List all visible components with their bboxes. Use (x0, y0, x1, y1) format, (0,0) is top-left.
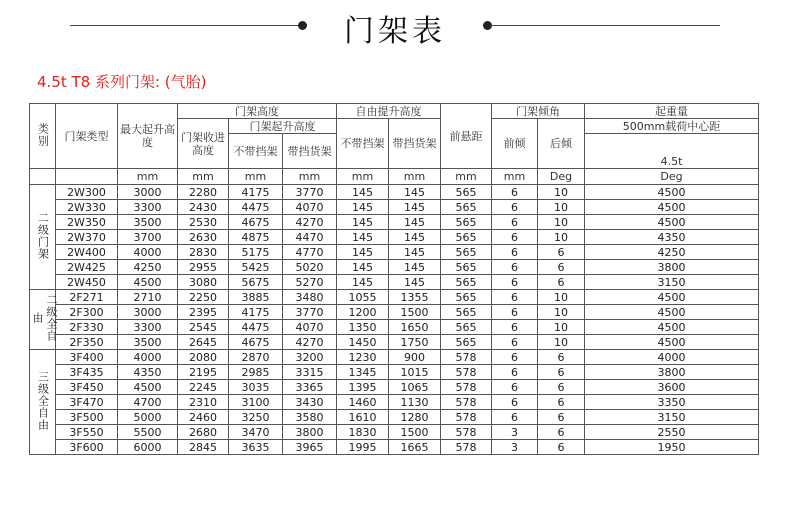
value-cell: 6 (492, 410, 538, 425)
value-cell: 1750 (389, 335, 441, 350)
value-cell: 3500 (118, 215, 178, 230)
value-cell: 3885 (229, 290, 283, 305)
value-cell: 2550 (585, 425, 759, 440)
value-cell: 145 (389, 260, 441, 275)
category-cell: 二级全自由 (30, 290, 56, 350)
value-cell: 4470 (283, 230, 337, 245)
value-cell: 3250 (229, 410, 283, 425)
table-body (30, 185, 759, 455)
value-cell: 4000 (118, 350, 178, 365)
value-cell: 2645 (178, 335, 229, 350)
value-cell: 1995 (337, 440, 389, 455)
value-cell: 2250 (178, 290, 229, 305)
header-free-without-backrest: 不带挡架 (337, 119, 389, 169)
mast-type-cell: 3F600 (56, 440, 118, 455)
mast-type-cell: 3F550 (56, 425, 118, 440)
value-cell: 145 (389, 200, 441, 215)
value-cell: 3580 (283, 410, 337, 425)
value-cell: 578 (441, 425, 492, 440)
value-cell: 10 (538, 320, 585, 335)
value-cell: 2530 (178, 215, 229, 230)
title-divider-right (490, 25, 720, 26)
unit-cell: Deg (538, 169, 585, 185)
mast-type-cell: 2W450 (56, 275, 118, 290)
unit-cell: mm (441, 169, 492, 185)
value-cell: 5020 (283, 260, 337, 275)
value-cell: 2460 (178, 410, 229, 425)
value-cell: 565 (441, 290, 492, 305)
value-cell: 6 (492, 275, 538, 290)
value-cell: 3300 (118, 320, 178, 335)
mast-spec-table (29, 103, 759, 455)
unit-cell: mm (229, 169, 283, 185)
header-category: 类别 (30, 104, 56, 169)
value-cell: 4500 (585, 290, 759, 305)
value-cell: 6 (538, 395, 585, 410)
value-cell: 1015 (389, 365, 441, 380)
table-row (30, 305, 759, 320)
table-row (30, 350, 759, 365)
table-row (30, 365, 759, 380)
table-row (30, 245, 759, 260)
table-row (30, 320, 759, 335)
value-cell: 6 (492, 290, 538, 305)
value-cell: 10 (538, 305, 585, 320)
value-cell: 4675 (229, 215, 283, 230)
value-cell: 4175 (229, 185, 283, 200)
value-cell: 3315 (283, 365, 337, 380)
unit-cell-blank (30, 169, 56, 185)
value-cell: 3965 (283, 440, 337, 455)
value-cell: 3 (492, 440, 538, 455)
value-cell: 1280 (389, 410, 441, 425)
value-cell: 3600 (585, 380, 759, 395)
value-cell: 1130 (389, 395, 441, 410)
header-without-backrest: 不带挡架 (229, 134, 283, 169)
mast-type-cell: 3F470 (56, 395, 118, 410)
value-cell: 4070 (283, 320, 337, 335)
header-front-overhang: 前悬距 (441, 104, 492, 169)
header-with-backrest: 带挡货架 (283, 134, 337, 169)
value-cell: 6 (492, 185, 538, 200)
value-cell: 4675 (229, 335, 283, 350)
value-cell: 6 (492, 335, 538, 350)
value-cell: 3300 (118, 200, 178, 215)
mast-type-cell: 2W350 (56, 215, 118, 230)
value-cell: 4475 (229, 200, 283, 215)
header-mast-height: 门架高度 (178, 104, 337, 119)
header-collapsed-height: 门架收进高度 (178, 119, 229, 169)
header-mast-lift-height: 门架起升高度 (229, 119, 337, 134)
value-cell: 565 (441, 230, 492, 245)
table-row (30, 410, 759, 425)
value-cell: 2395 (178, 305, 229, 320)
value-cell: 4500 (585, 335, 759, 350)
value-cell: 1950 (585, 440, 759, 455)
mast-type-cell: 2W400 (56, 245, 118, 260)
table-row (30, 380, 759, 395)
table-row (30, 215, 759, 230)
category-cell: 三级全自由 (30, 350, 56, 455)
value-cell: 6 (538, 365, 585, 380)
value-cell: 5175 (229, 245, 283, 260)
value-cell: 3000 (118, 185, 178, 200)
table-row (30, 260, 759, 275)
value-cell: 4700 (118, 395, 178, 410)
value-cell: 6 (492, 305, 538, 320)
value-cell: 10 (538, 200, 585, 215)
header-free-lift-height: 自由提升高度 (337, 104, 441, 119)
value-cell: 565 (441, 320, 492, 335)
value-cell: 10 (538, 230, 585, 245)
value-cell: 2710 (118, 290, 178, 305)
value-cell: 2310 (178, 395, 229, 410)
value-cell: 565 (441, 275, 492, 290)
value-cell: 145 (337, 215, 389, 230)
value-cell: 6 (538, 440, 585, 455)
value-cell: 10 (538, 290, 585, 305)
value-cell: 4270 (283, 335, 337, 350)
value-cell: 2280 (178, 185, 229, 200)
value-cell: 1650 (389, 320, 441, 335)
value-cell: 10 (538, 215, 585, 230)
value-cell: 1230 (337, 350, 389, 365)
value-cell: 1345 (337, 365, 389, 380)
value-cell: 578 (441, 440, 492, 455)
value-cell: 565 (441, 260, 492, 275)
value-cell: 6 (492, 260, 538, 275)
value-cell: 3000 (118, 305, 178, 320)
value-cell: 3150 (585, 275, 759, 290)
value-cell: 6000 (118, 440, 178, 455)
value-cell: 3480 (283, 290, 337, 305)
value-cell: 3200 (283, 350, 337, 365)
value-cell: 4500 (585, 320, 759, 335)
value-cell: 565 (441, 335, 492, 350)
value-cell: 145 (389, 245, 441, 260)
value-cell: 10 (538, 185, 585, 200)
mast-type-cell: 3F500 (56, 410, 118, 425)
mast-type-cell: 2F350 (56, 335, 118, 350)
table-row (30, 440, 759, 455)
value-cell: 145 (337, 275, 389, 290)
value-cell: 4500 (118, 275, 178, 290)
table-row (30, 425, 759, 440)
unit-cell: mm (118, 169, 178, 185)
value-cell: 1500 (389, 425, 441, 440)
value-cell: 1350 (337, 320, 389, 335)
value-cell: 565 (441, 245, 492, 260)
value-cell: 3365 (283, 380, 337, 395)
value-cell: 5000 (118, 410, 178, 425)
value-cell: 4875 (229, 230, 283, 245)
value-cell: 145 (389, 215, 441, 230)
value-cell: 1610 (337, 410, 389, 425)
value-cell: 578 (441, 350, 492, 365)
value-cell: 5425 (229, 260, 283, 275)
value-cell: 6 (492, 215, 538, 230)
value-cell: 1460 (337, 395, 389, 410)
header-max-lift-height: 最大起升高度 (118, 104, 178, 169)
value-cell: 10 (538, 335, 585, 350)
value-cell: 4250 (118, 260, 178, 275)
value-cell: 3800 (283, 425, 337, 440)
value-cell: 3080 (178, 275, 229, 290)
value-cell: 3430 (283, 395, 337, 410)
value-cell: 145 (389, 185, 441, 200)
value-cell: 3035 (229, 380, 283, 395)
value-cell: 4250 (585, 245, 759, 260)
value-cell: 6 (492, 320, 538, 335)
unit-cell: Deg (585, 169, 759, 185)
value-cell: 2955 (178, 260, 229, 275)
value-cell: 3770 (283, 305, 337, 320)
value-cell: 2245 (178, 380, 229, 395)
value-cell: 145 (337, 245, 389, 260)
title-bullet-left (298, 21, 307, 30)
value-cell: 578 (441, 395, 492, 410)
table-row (30, 200, 759, 215)
value-cell: 3 (492, 425, 538, 440)
value-cell: 4175 (229, 305, 283, 320)
value-cell: 4500 (585, 215, 759, 230)
value-cell: 5675 (229, 275, 283, 290)
value-cell: 565 (441, 215, 492, 230)
value-cell: 5500 (118, 425, 178, 440)
header-tilt-angle: 门架倾角 (492, 104, 585, 119)
value-cell: 6 (538, 275, 585, 290)
value-cell: 900 (389, 350, 441, 365)
mast-type-cell: 2F300 (56, 305, 118, 320)
value-cell: 2870 (229, 350, 283, 365)
value-cell: 3100 (229, 395, 283, 410)
mast-type-cell: 3F400 (56, 350, 118, 365)
category-cell: 二级门架 (30, 185, 56, 290)
header-load-center: 500mm载荷中心距 (585, 119, 759, 134)
value-cell: 4500 (585, 305, 759, 320)
unit-cell: mm (178, 169, 229, 185)
header-backward-tilt: 后倾 (538, 119, 585, 169)
page-title: 门架表 (344, 14, 446, 49)
value-cell: 2630 (178, 230, 229, 245)
value-cell: 3470 (229, 425, 283, 440)
value-cell: 6 (538, 245, 585, 260)
value-cell: 3770 (283, 185, 337, 200)
table-row (30, 290, 759, 305)
value-cell: 4000 (585, 350, 759, 365)
header-free-with-backrest: 带挡货架 (389, 119, 441, 169)
page-header (0, 0, 790, 50)
value-cell: 3700 (118, 230, 178, 245)
unit-cell: mm (337, 169, 389, 185)
table-row (30, 335, 759, 350)
units-row (30, 169, 759, 185)
value-cell: 2195 (178, 365, 229, 380)
unit-cell: mm (283, 169, 337, 185)
value-cell: 565 (441, 200, 492, 215)
value-cell: 6 (538, 425, 585, 440)
value-cell: 5270 (283, 275, 337, 290)
header-forward-tilt: 前倾 (492, 119, 538, 169)
unit-cell: mm (492, 169, 538, 185)
value-cell: 4770 (283, 245, 337, 260)
mast-type-cell: 3F450 (56, 380, 118, 395)
value-cell: 1830 (337, 425, 389, 440)
value-cell: 6 (492, 395, 538, 410)
value-cell: 1665 (389, 440, 441, 455)
value-cell: 3150 (585, 410, 759, 425)
value-cell: 145 (337, 230, 389, 245)
value-cell: 4500 (585, 185, 759, 200)
value-cell: 1450 (337, 335, 389, 350)
value-cell: 565 (441, 185, 492, 200)
value-cell: 4500 (118, 380, 178, 395)
unit-cell-blank (56, 169, 118, 185)
value-cell: 145 (389, 275, 441, 290)
value-cell: 2080 (178, 350, 229, 365)
value-cell: 1065 (389, 380, 441, 395)
value-cell: 2680 (178, 425, 229, 440)
table-row (30, 275, 759, 290)
value-cell: 6 (538, 350, 585, 365)
table-row (30, 230, 759, 245)
value-cell: 2545 (178, 320, 229, 335)
mast-type-cell: 2W370 (56, 230, 118, 245)
value-cell: 1355 (389, 290, 441, 305)
value-cell: 4475 (229, 320, 283, 335)
unit-cell: mm (389, 169, 441, 185)
value-cell: 6 (492, 350, 538, 365)
value-cell: 3800 (585, 260, 759, 275)
value-cell: 1395 (337, 380, 389, 395)
value-cell: 3350 (585, 395, 759, 410)
mast-type-cell: 2F271 (56, 290, 118, 305)
mast-type-cell: 2W300 (56, 185, 118, 200)
value-cell: 6 (492, 365, 538, 380)
value-cell: 4070 (283, 200, 337, 215)
table-row (30, 185, 759, 200)
mast-type-cell: 2W425 (56, 260, 118, 275)
value-cell: 6 (492, 200, 538, 215)
value-cell: 578 (441, 365, 492, 380)
value-cell: 145 (337, 185, 389, 200)
value-cell: 4270 (283, 215, 337, 230)
value-cell: 6 (492, 245, 538, 260)
value-cell: 145 (337, 260, 389, 275)
value-cell: 4350 (585, 230, 759, 245)
value-cell: 3500 (118, 335, 178, 350)
table-row (30, 395, 759, 410)
value-cell: 3800 (585, 365, 759, 380)
series-subtitle: 4.5t T8 系列门架: (气胎) (37, 73, 207, 91)
header-mast-type: 门架类型 (56, 104, 118, 169)
value-cell: 4500 (585, 200, 759, 215)
value-cell: 2845 (178, 440, 229, 455)
value-cell: 578 (441, 380, 492, 395)
value-cell: 2985 (229, 365, 283, 380)
value-cell: 2430 (178, 200, 229, 215)
value-cell: 4350 (118, 365, 178, 380)
value-cell: 6 (492, 230, 538, 245)
value-cell: 6 (538, 410, 585, 425)
mast-type-cell: 3F435 (56, 365, 118, 380)
value-cell: 6 (538, 380, 585, 395)
value-cell: 578 (441, 410, 492, 425)
mast-type-cell: 2F330 (56, 320, 118, 335)
value-cell: 6 (492, 380, 538, 395)
header-capacity: 起重量 (585, 104, 759, 119)
mast-type-cell: 2W330 (56, 200, 118, 215)
header-capacity-value: 4.5t (585, 134, 759, 169)
value-cell: 2830 (178, 245, 229, 260)
value-cell: 6 (538, 260, 585, 275)
title-divider-left (70, 25, 300, 26)
value-cell: 145 (337, 200, 389, 215)
value-cell: 1200 (337, 305, 389, 320)
value-cell: 145 (389, 230, 441, 245)
value-cell: 1055 (337, 290, 389, 305)
value-cell: 3635 (229, 440, 283, 455)
value-cell: 4000 (118, 245, 178, 260)
value-cell: 565 (441, 305, 492, 320)
value-cell: 1500 (389, 305, 441, 320)
